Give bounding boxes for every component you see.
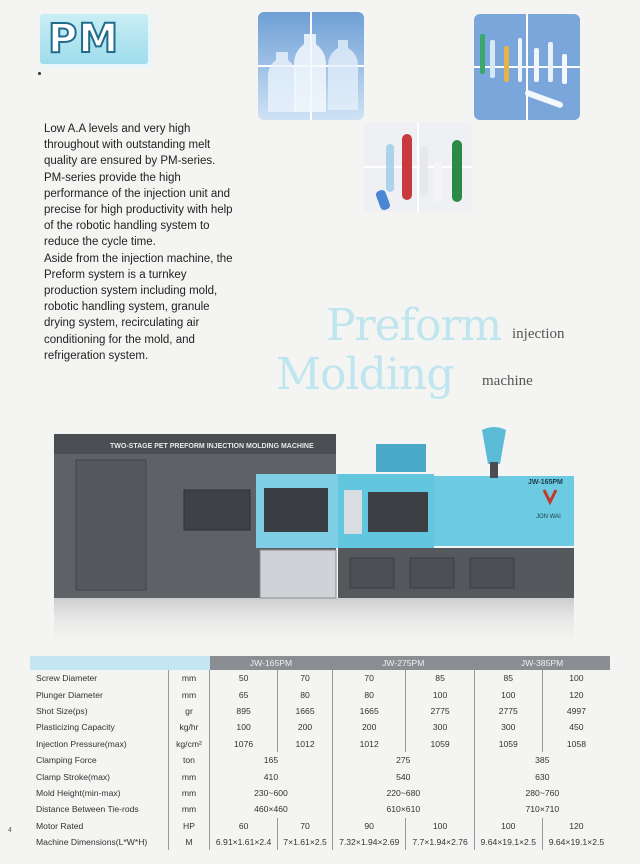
spec-unit: gr bbox=[169, 703, 210, 719]
injection-machine-illustration bbox=[50, 410, 580, 652]
spec-value: 120 bbox=[542, 686, 610, 702]
spec-value: 50 bbox=[210, 670, 278, 686]
spec-value: 7×1.61×2.5 bbox=[278, 834, 333, 850]
machine-brand-label: JON WAI bbox=[536, 514, 561, 520]
spec-value: 410 bbox=[210, 768, 333, 784]
spec-value: 460×460 bbox=[210, 801, 333, 817]
machine-model-label: JW-165PM bbox=[528, 479, 563, 486]
intro-line: production system including mold, bbox=[44, 285, 218, 298]
spec-value: 2775 bbox=[406, 703, 474, 719]
spec-value: 9.64×19.1×2.5 bbox=[542, 834, 610, 850]
spec-value: 7.7×1.94×2.76 bbox=[406, 834, 474, 850]
spec-label: Plunger Diameter bbox=[36, 689, 103, 700]
spec-value: 280~760 bbox=[474, 785, 610, 801]
spec-label: Mold Height(min-max) bbox=[36, 787, 121, 798]
model-header: JW-275PM bbox=[332, 656, 474, 670]
spec-unit: HP bbox=[169, 818, 210, 834]
table-row bbox=[30, 834, 610, 850]
spec-value: 85 bbox=[406, 670, 474, 686]
intro-line: throughout with outstanding melt bbox=[44, 139, 211, 152]
table-row bbox=[30, 818, 610, 834]
spec-label: Distance Between Tie-rods bbox=[36, 804, 139, 815]
spec-value: 450 bbox=[542, 719, 610, 735]
spec-unit: M bbox=[169, 834, 210, 850]
intro-line: Low A.A levels and very high bbox=[44, 123, 191, 135]
preforms-photo bbox=[474, 14, 580, 120]
spec-value: 70 bbox=[278, 818, 333, 834]
spec-unit: ton bbox=[169, 752, 210, 768]
spec-value: 4997 bbox=[542, 703, 610, 719]
model-header: JW-385PM bbox=[474, 656, 610, 670]
spec-value: 1059 bbox=[406, 736, 474, 752]
spec-value: 70 bbox=[278, 670, 333, 686]
intro-line: of the robotic handling system to bbox=[44, 220, 210, 233]
spec-value: 9.64×19.1×2.5 bbox=[474, 834, 542, 850]
intro-line: drying system, recirculating air bbox=[44, 317, 200, 330]
spec-unit: kg/cm² bbox=[169, 736, 210, 752]
spec-value: 540 bbox=[332, 768, 474, 784]
spec-value: 85 bbox=[474, 670, 542, 686]
title-machine: machine bbox=[482, 373, 533, 389]
spec-label: Plasticizing Capacity bbox=[36, 722, 115, 733]
spec-value: 710×710 bbox=[474, 801, 610, 817]
preform-bottles-photo bbox=[258, 12, 364, 120]
spec-value: 100 bbox=[542, 670, 610, 686]
spec-value: 1059 bbox=[474, 736, 542, 752]
spec-value: 80 bbox=[332, 686, 406, 702]
spec-value: 90 bbox=[332, 818, 406, 834]
intro-line: Aside from the injection machine, the bbox=[44, 252, 233, 265]
intro-line: precise for high productivity with help bbox=[44, 204, 233, 217]
spec-value: 1665 bbox=[332, 703, 406, 719]
table-row bbox=[30, 768, 610, 784]
table-row bbox=[30, 785, 610, 801]
spec-value: 165 bbox=[210, 752, 333, 768]
spec-value: 230~600 bbox=[210, 785, 333, 801]
spec-value: 100 bbox=[474, 686, 542, 702]
table-row bbox=[30, 703, 610, 719]
spec-value: 7.32×1.94×2.69 bbox=[332, 834, 406, 850]
spec-value: 80 bbox=[278, 686, 333, 702]
spec-value: 100 bbox=[406, 818, 474, 834]
spec-value: 630 bbox=[474, 768, 610, 784]
spec-value: 100 bbox=[474, 818, 542, 834]
spec-value: 1012 bbox=[278, 736, 333, 752]
table-row bbox=[30, 686, 610, 702]
intro-paragraph bbox=[44, 121, 276, 364]
spec-value: 120 bbox=[542, 818, 610, 834]
spec-value: 610×610 bbox=[332, 801, 474, 817]
spec-label: Clamping Force bbox=[36, 755, 97, 766]
spec-value: 220~680 bbox=[332, 785, 474, 801]
model-header: JW-165PM bbox=[210, 656, 333, 670]
title-preform: Preform bbox=[326, 300, 502, 351]
machine-panel-label: TWO-STAGE PET PREFORM INJECTION MOLDING MACHINE bbox=[110, 443, 314, 450]
spec-unit: mm bbox=[169, 670, 210, 686]
title-molding: Molding bbox=[276, 349, 454, 400]
table-row bbox=[30, 670, 610, 686]
spec-value: 300 bbox=[406, 719, 474, 735]
spec-value: 1665 bbox=[278, 703, 333, 719]
table-row bbox=[30, 801, 610, 817]
spec-value: 100 bbox=[210, 719, 278, 735]
specifications-table bbox=[30, 656, 610, 850]
spec-label: Machine Dimensions(L*W*H) bbox=[36, 837, 148, 848]
margin-mark: 4 bbox=[8, 827, 12, 834]
table-header-row bbox=[30, 656, 610, 670]
spec-label: Shot Size(ps) bbox=[36, 705, 88, 716]
intro-line: PM-series provide the high bbox=[44, 171, 181, 184]
spec-value: 1058 bbox=[542, 736, 610, 752]
spec-value: 100 bbox=[406, 686, 474, 702]
table-header-blank bbox=[30, 656, 210, 670]
spec-value: 1076 bbox=[210, 736, 278, 752]
intro-line: robotic handling system, granule bbox=[44, 301, 210, 314]
spec-label: Clamp Stroke(max) bbox=[36, 771, 111, 782]
intro-line: conditioning for the mold, and bbox=[44, 333, 195, 346]
spec-value: 275 bbox=[332, 752, 474, 768]
pm-badge bbox=[40, 14, 148, 64]
spec-value: 60 bbox=[210, 818, 278, 834]
title-injection: injection bbox=[512, 326, 565, 342]
spec-unit: mm bbox=[169, 768, 210, 784]
intro-line: performance of the injection unit and bbox=[44, 187, 231, 200]
spec-value: 6.91×1.61×2.4 bbox=[210, 834, 278, 850]
spec-value: 70 bbox=[332, 670, 406, 686]
table-row bbox=[30, 752, 610, 768]
decorative-dot bbox=[38, 72, 41, 75]
spec-unit: mm bbox=[169, 686, 210, 702]
spec-label: Screw Diameter bbox=[36, 673, 98, 684]
colored-preforms-photo bbox=[364, 122, 472, 212]
spec-value: 2775 bbox=[474, 703, 542, 719]
spec-unit: mm bbox=[169, 785, 210, 801]
spec-value: 200 bbox=[332, 719, 406, 735]
spec-unit: kg/hr bbox=[169, 719, 210, 735]
spec-value: 65 bbox=[210, 686, 278, 702]
intro-line: refrigeration system. bbox=[44, 349, 149, 362]
spec-value: 1012 bbox=[332, 736, 406, 752]
spec-value: 895 bbox=[210, 703, 278, 719]
spec-label: Motor Rated bbox=[36, 820, 84, 831]
spec-unit: mm bbox=[169, 801, 210, 817]
table-row bbox=[30, 736, 610, 752]
intro-line: quality are ensured by PM-series. bbox=[44, 155, 216, 168]
intro-line: Preform system is a turnkey bbox=[44, 268, 187, 281]
spec-value: 300 bbox=[474, 719, 542, 735]
intro-line: reduce the cycle time. bbox=[44, 236, 156, 249]
spec-value: 200 bbox=[278, 719, 333, 735]
table-row bbox=[30, 719, 610, 735]
spec-label: Injection Pressure(max) bbox=[36, 738, 127, 749]
spec-value: 385 bbox=[474, 752, 610, 768]
pm-badge-text: PM bbox=[48, 16, 120, 62]
